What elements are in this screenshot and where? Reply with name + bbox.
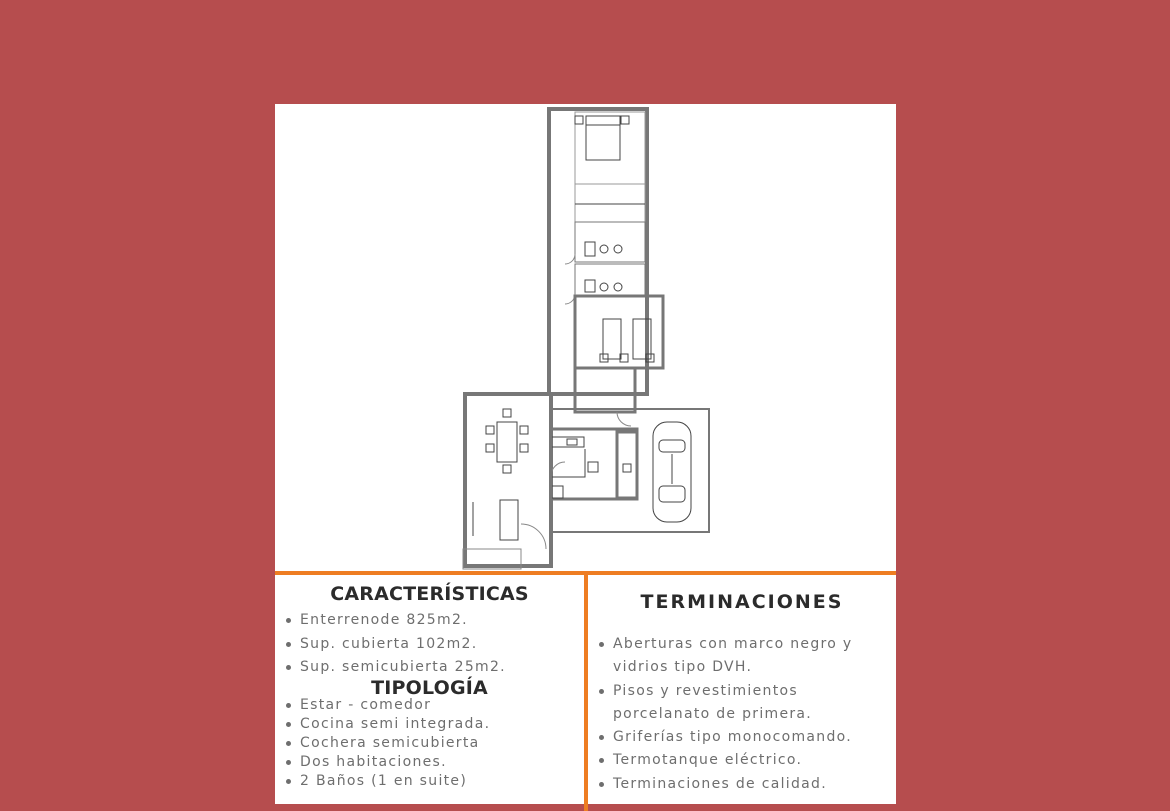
list-item: Enterrenode 825m2. — [275, 609, 506, 633]
hallway — [575, 368, 635, 412]
list-item: Terminaciones de calidad. — [588, 773, 868, 796]
closet — [575, 184, 645, 222]
list-item: Cochera semicubierta — [275, 734, 490, 753]
master-bed-icon — [586, 116, 620, 160]
list-item: Griferías tipo monocomando. — [588, 726, 868, 749]
list-item: Aberturas con marco negro y vidrios tipo DVH. — [588, 633, 868, 680]
dining-table-icon — [497, 422, 517, 462]
floor-plan — [275, 104, 896, 572]
caracteristicas-list — [275, 609, 506, 680]
toilet-2-icon — [600, 283, 608, 291]
laundry — [617, 432, 637, 498]
tipologia-heading: TIPOLOGÍA — [371, 677, 488, 699]
tipologia-list — [275, 696, 490, 791]
twin-bed-1-icon — [603, 319, 621, 359]
toilet-1-icon — [600, 245, 608, 253]
garage — [551, 409, 709, 532]
sofa-icon — [500, 500, 518, 540]
list-item: Sup. cubierta 102m2. — [275, 633, 506, 657]
caracteristicas-heading: CARACTERÍSTICAS — [330, 583, 529, 605]
terminaciones-list — [588, 633, 868, 796]
list-item: Pisos y revestimientos porcelanato de primera. — [588, 680, 868, 727]
terminaciones-heading: TERMINACIONES — [640, 591, 844, 613]
list-item: 2 Baños (1 en suite) — [275, 772, 490, 791]
bedroom-2 — [575, 296, 663, 368]
list-item: Cocina semi integrada. — [275, 715, 490, 734]
list-item: Termotanque eléctrico. — [588, 749, 868, 772]
brochure-sheet — [275, 104, 896, 804]
list-item: Sup. semicubierta 25m2. — [275, 656, 506, 680]
list-item: Dos habitaciones. — [275, 753, 490, 772]
list-item: Estar - comedor — [275, 696, 490, 715]
